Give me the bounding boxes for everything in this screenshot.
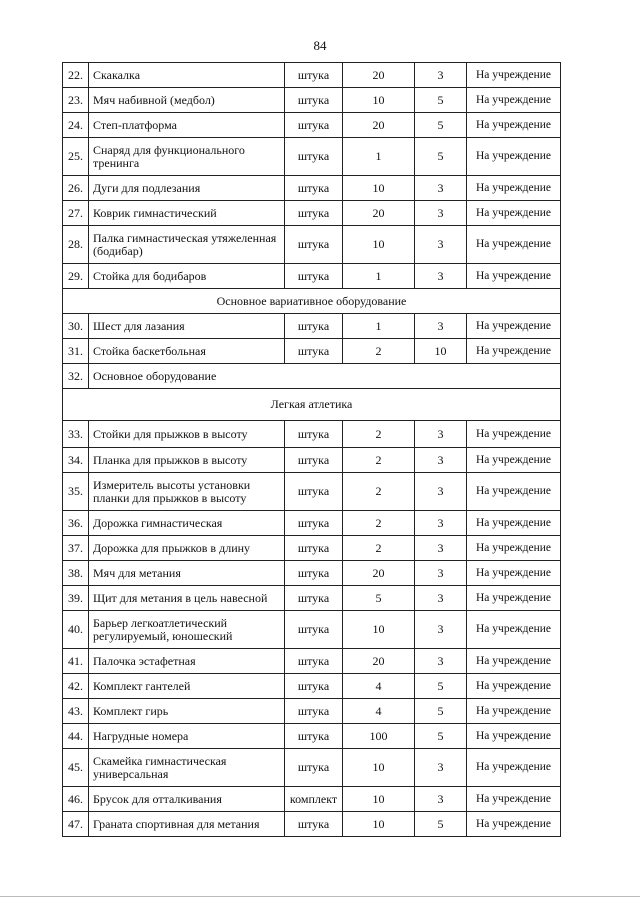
table-row [63, 561, 561, 586]
item-quantity: 2 [343, 473, 415, 511]
item-location: На учреждение [467, 536, 561, 561]
item-name: Коврик гимнастический [89, 201, 285, 226]
row-number: 32. [63, 364, 89, 389]
item-unit: комплект [285, 787, 343, 812]
item-quantity: 10 [343, 611, 415, 649]
item-unit: штука [285, 536, 343, 561]
item-unit: штука [285, 264, 343, 289]
item-unit: штука [285, 699, 343, 724]
item-unit: штука [285, 63, 343, 88]
item-count: 3 [415, 264, 467, 289]
item-location: На учреждение [467, 561, 561, 586]
item-quantity: 10 [343, 787, 415, 812]
item-quantity: 1 [343, 138, 415, 176]
item-location: На учреждение [467, 812, 561, 837]
item-name: Стойка для бодибаров [89, 264, 285, 289]
item-count: 3 [415, 473, 467, 511]
row-number: 29. [63, 264, 89, 289]
item-count: 3 [415, 421, 467, 448]
item-count: 3 [415, 314, 467, 339]
item-count: 10 [415, 339, 467, 364]
table-row [63, 201, 561, 226]
item-unit: штука [285, 473, 343, 511]
subheading-label: Основное оборудование [89, 364, 561, 389]
item-quantity: 2 [343, 511, 415, 536]
item-unit: штука [285, 674, 343, 699]
item-quantity: 2 [343, 448, 415, 473]
row-number: 45. [63, 749, 89, 787]
item-name: Граната спортивная для метания [89, 812, 285, 837]
item-unit: штука [285, 749, 343, 787]
item-location: На учреждение [467, 699, 561, 724]
item-unit: штука [285, 511, 343, 536]
item-count: 3 [415, 749, 467, 787]
item-location: На учреждение [467, 749, 561, 787]
item-quantity: 4 [343, 699, 415, 724]
item-location: На учреждение [467, 226, 561, 264]
item-quantity: 20 [343, 113, 415, 138]
item-quantity: 100 [343, 724, 415, 749]
item-location: На учреждение [467, 511, 561, 536]
item-unit: штука [285, 724, 343, 749]
item-location: На учреждение [467, 176, 561, 201]
item-quantity: 20 [343, 63, 415, 88]
item-unit: штука [285, 138, 343, 176]
item-count: 3 [415, 511, 467, 536]
item-unit: штука [285, 586, 343, 611]
item-location: На учреждение [467, 138, 561, 176]
item-count: 5 [415, 724, 467, 749]
item-location: На учреждение [467, 787, 561, 812]
item-count: 3 [415, 448, 467, 473]
item-location: На учреждение [467, 473, 561, 511]
item-quantity: 20 [343, 201, 415, 226]
row-number: 38. [63, 561, 89, 586]
item-quantity: 2 [343, 536, 415, 561]
table-row [63, 536, 561, 561]
item-name: Снаряд для функционального тренинга [89, 138, 285, 176]
item-count: 3 [415, 176, 467, 201]
section-header: Легкая атлетика [63, 389, 561, 421]
item-unit: штука [285, 421, 343, 448]
item-unit: штука [285, 176, 343, 201]
item-name: Шест для лазания [89, 314, 285, 339]
item-name: Дорожка для прыжков в длину [89, 536, 285, 561]
item-count: 3 [415, 561, 467, 586]
item-name: Дорожка гимнастическая [89, 511, 285, 536]
row-number: 47. [63, 812, 89, 837]
item-name: Степ-платформа [89, 113, 285, 138]
row-number: 33. [63, 421, 89, 448]
item-unit: штука [285, 812, 343, 837]
item-name: Брусок для отталкивания [89, 787, 285, 812]
item-name: Комплект гантелей [89, 674, 285, 699]
item-location: На учреждение [467, 88, 561, 113]
row-number: 41. [63, 649, 89, 674]
row-number: 30. [63, 314, 89, 339]
table-row [63, 699, 561, 724]
item-location: На учреждение [467, 649, 561, 674]
table-row [63, 749, 561, 787]
item-name: Мяч для метания [89, 561, 285, 586]
table-row [63, 314, 561, 339]
table-row [63, 226, 561, 264]
table-row [63, 611, 561, 649]
row-number: 27. [63, 201, 89, 226]
item-unit: штука [285, 113, 343, 138]
item-name: Палка гимнастическая утяжеленная (бодибар) [89, 226, 285, 264]
row-number: 24. [63, 113, 89, 138]
item-quantity: 10 [343, 812, 415, 837]
row-number: 43. [63, 699, 89, 724]
row-number: 44. [63, 724, 89, 749]
section-header-row [63, 389, 561, 421]
row-number: 22. [63, 63, 89, 88]
table-row [63, 339, 561, 364]
item-location: На учреждение [467, 201, 561, 226]
table-row [63, 473, 561, 511]
item-location: На учреждение [467, 724, 561, 749]
row-number: 42. [63, 674, 89, 699]
row-number: 23. [63, 88, 89, 113]
item-count: 3 [415, 611, 467, 649]
item-location: На учреждение [467, 586, 561, 611]
row-number: 31. [63, 339, 89, 364]
section-header-row [63, 289, 561, 314]
row-number: 35. [63, 473, 89, 511]
item-unit: штука [285, 649, 343, 674]
item-quantity: 20 [343, 649, 415, 674]
table-row [63, 113, 561, 138]
item-count: 5 [415, 812, 467, 837]
row-number: 37. [63, 536, 89, 561]
item-quantity: 2 [343, 421, 415, 448]
item-quantity: 10 [343, 226, 415, 264]
table-row [63, 176, 561, 201]
item-location: На учреждение [467, 421, 561, 448]
item-name: Нагрудные номера [89, 724, 285, 749]
table-row [63, 448, 561, 473]
item-quantity: 4 [343, 674, 415, 699]
item-name: Стойки для прыжков в высоту [89, 421, 285, 448]
item-name: Планка для прыжков в высоту [89, 448, 285, 473]
item-count: 3 [415, 586, 467, 611]
item-name: Дуги для подлезания [89, 176, 285, 201]
item-quantity: 1 [343, 264, 415, 289]
item-name: Скакалка [89, 63, 285, 88]
item-unit: штука [285, 339, 343, 364]
item-quantity: 1 [343, 314, 415, 339]
item-quantity: 10 [343, 749, 415, 787]
item-unit: штука [285, 314, 343, 339]
item-location: На учреждение [467, 314, 561, 339]
table-row [63, 674, 561, 699]
table-row [63, 421, 561, 448]
table-row [63, 138, 561, 176]
equipment-table [62, 62, 561, 837]
item-count: 5 [415, 88, 467, 113]
item-unit: штука [285, 561, 343, 586]
item-name: Скамейка гимнастическая универсальная [89, 749, 285, 787]
item-count: 3 [415, 649, 467, 674]
table-row [63, 264, 561, 289]
item-count: 5 [415, 674, 467, 699]
row-number: 34. [63, 448, 89, 473]
row-number: 26. [63, 176, 89, 201]
table-row [63, 724, 561, 749]
item-name: Барьер легкоатлетический регулируемый, юношеский [89, 611, 285, 649]
item-name: Комплект гирь [89, 699, 285, 724]
item-location: На учреждение [467, 63, 561, 88]
item-quantity: 2 [343, 339, 415, 364]
item-location: На учреждение [467, 611, 561, 649]
table-row [63, 63, 561, 88]
table-row [63, 586, 561, 611]
item-count: 3 [415, 787, 467, 812]
item-count: 5 [415, 138, 467, 176]
table-row [63, 649, 561, 674]
item-quantity: 10 [343, 88, 415, 113]
item-count: 3 [415, 226, 467, 264]
section-header: Основное вариативное оборудование [63, 289, 561, 314]
item-unit: штука [285, 611, 343, 649]
row-number: 46. [63, 787, 89, 812]
item-unit: штука [285, 226, 343, 264]
table-row [63, 812, 561, 837]
item-location: На учреждение [467, 448, 561, 473]
item-count: 3 [415, 63, 467, 88]
row-number: 25. [63, 138, 89, 176]
item-unit: штука [285, 201, 343, 226]
item-location: На учреждение [467, 339, 561, 364]
item-location: На учреждение [467, 674, 561, 699]
item-name: Измеритель высоты установки планки для прыжков в высоту [89, 473, 285, 511]
table-row [63, 787, 561, 812]
item-quantity: 10 [343, 176, 415, 201]
page-number: 84 [313, 38, 327, 53]
row-number: 39. [63, 586, 89, 611]
item-name: Щит для метания в цель навесной [89, 586, 285, 611]
item-unit: штука [285, 448, 343, 473]
item-count: 5 [415, 113, 467, 138]
item-name: Мяч набивной (медбол) [89, 88, 285, 113]
item-count: 5 [415, 699, 467, 724]
page-bottom-edge [0, 896, 640, 897]
item-count: 3 [415, 536, 467, 561]
item-quantity: 5 [343, 586, 415, 611]
item-location: На учреждение [467, 264, 561, 289]
row-number: 36. [63, 511, 89, 536]
item-location: На учреждение [467, 113, 561, 138]
table-row [63, 511, 561, 536]
row-number: 40. [63, 611, 89, 649]
subheading-row [63, 364, 561, 389]
item-name: Палочка эстафетная [89, 649, 285, 674]
item-unit: штука [285, 88, 343, 113]
row-number: 28. [63, 226, 89, 264]
item-count: 3 [415, 201, 467, 226]
table-row [63, 88, 561, 113]
item-quantity: 20 [343, 561, 415, 586]
item-name: Стойка баскетбольная [89, 339, 285, 364]
